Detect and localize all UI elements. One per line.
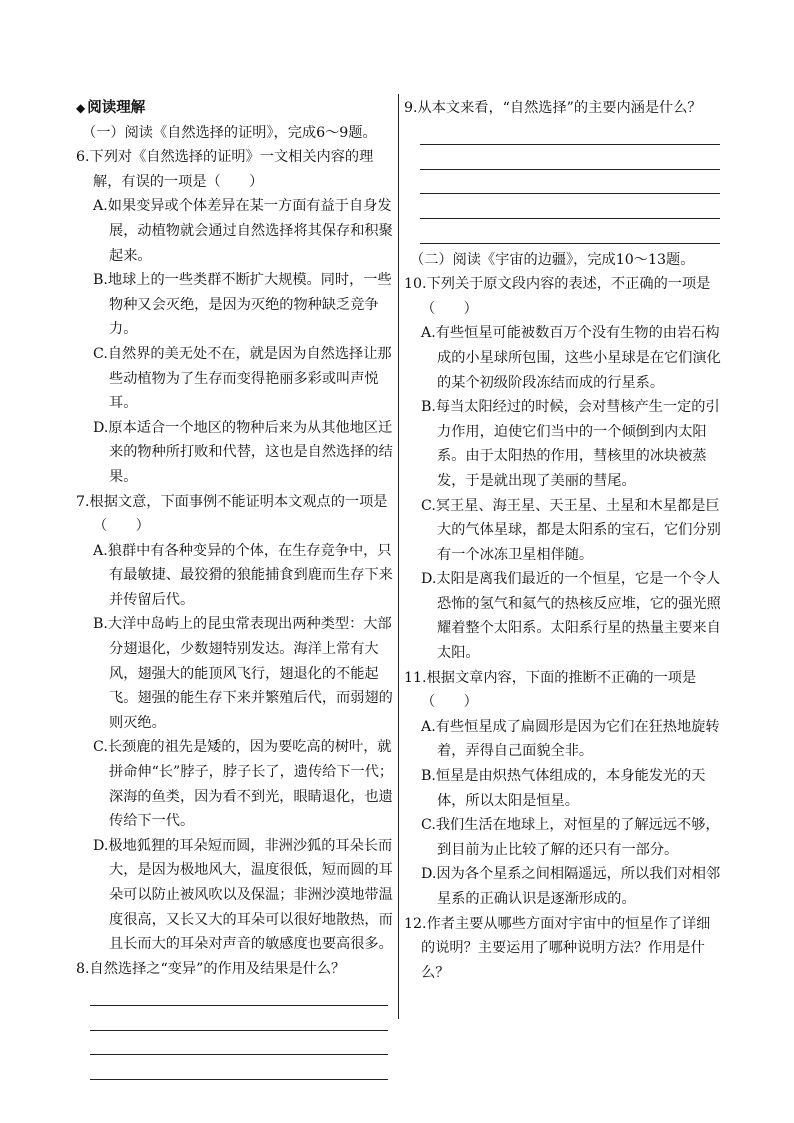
answer-line[interactable]: [420, 194, 720, 219]
question-7-stem: 7.根据文意，下面事例不能证明本文观点的一项是（ ）: [76, 493, 388, 535]
question-9-answer-area[interactable]: [404, 121, 722, 244]
question-10-option-b: B.每当太阳经过的时候，会对彗核产生一定的引力作用，迫使它们当中的一个倾倒到内太阳系。由于太阳热的作用，彗核里的冰块被蒸发，于是就出现了美丽的彗尾。: [421, 399, 720, 489]
question-9-stem: 9.从本文来看，“自然选择”的主要内涵是什么？: [404, 100, 702, 116]
section-title: ◆ 阅读理解: [76, 100, 146, 116]
left-column: [76, 96, 394, 1080]
question-8-stem: 8.自然选择之“变异”的作用及结果是什么？: [76, 960, 346, 977]
answer-line[interactable]: [90, 1031, 388, 1056]
passage-one-heading: （一）阅读《自然选择的证明》，完成6～9题。: [82, 124, 377, 141]
question-6-option-c: C.自然界的美无处不在，就是因为自然选择让那些动植物为了生存而变得艳丽多彩或叫声悦耳。: [93, 345, 392, 412]
right-column: [404, 96, 722, 985]
answer-line[interactable]: [90, 1055, 388, 1080]
question-10-stem: 10.下列关于原文段内容的表述，不正确的一项是（ ）: [404, 276, 711, 317]
question-11-option-a: A.有些恒星成了扁圆形是因为它们在狂热地旋转着，弄得自己面貌全非。: [421, 718, 720, 760]
question-10-option-c: C.冥王星、海王星、天王星、土星和木星都是巨大的气体星球，都是太阳系的宝石，它们分别有一个冰冻卫星相伴随。: [421, 497, 721, 563]
answer-line[interactable]: [420, 219, 720, 244]
question-6-option-d: D.原本适合一个地区的物种后来为从其他地区迁来的物种所打败和代替，这也是自然选择的结果。: [93, 419, 393, 485]
question-7-option-d: D.极地狐狸的耳朵短而圆，非洲沙狐的耳朵长而大，是因为极地风大，温度很低，短而圆的耳朵可以防止被风吹以及保温；非洲沙漠地带温度很高，又长又大的耳朵可以很好地散热，而且长而大的耳朵对声音的敏感度也要高很多。: [93, 837, 393, 953]
question-12-stem: 12.作者主要从哪些方面对宇宙中的恒星作了详细的说明？主要运用了哪种说明方法？作用是什么？: [404, 915, 711, 981]
answer-line[interactable]: [90, 981, 388, 1006]
diamond-bullet-icon: ◆: [76, 101, 86, 115]
question-11-option-b: B.恒星是由炽热气体组成的，本身能发光的天体，所以太阳是恒星。: [421, 768, 706, 809]
question-7-option-c: C.长颈鹿的祖先是矮的，因为要吃高的树叶，就拼命伸“长”脖子，脖子长了，遗传给下一代；深海的鱼类，因为看不到光，眼睛退化，也遗传给下一代。: [93, 739, 394, 830]
answer-line[interactable]: [420, 121, 720, 146]
question-8-answer-area[interactable]: [76, 981, 394, 1079]
question-11-option-d: D.因为各个星系之间相隔遥远，所以我们对相邻星系的正确认识是逐渐形成的。: [421, 866, 721, 907]
answer-line[interactable]: [420, 170, 720, 195]
question-11-option-c: C.我们生活在地球上，对恒星的了解远远不够，到目前为止比较了解的还只有一部分。: [421, 817, 720, 858]
question-11-stem: 11.根据文章内容，下面的推断不正确的一项是（ ）: [404, 669, 697, 711]
column-divider: [398, 94, 399, 1019]
passage-two-heading: （二）阅读《宇宙的边疆》，完成10～13题。: [410, 251, 695, 268]
question-10-option-d: D.太阳是离我们最近的一个恒星，它是一个令人恐怖的氢气和氦气的热核反应堆，它的强光照耀着整个太阳系。太阳系行星的热量主要来自太阳。: [421, 571, 721, 662]
question-6-stem: 6.下列对《自然选择的证明》一文相关内容的理解，有误的一项是（ ）: [76, 149, 374, 190]
question-7-option-a: A.狼群中有各种变异的个体，在生存竞争中，只有最敏捷、最狡猾的狼能捕食到鹿而生存下来并传留后代。: [93, 542, 393, 608]
answer-line[interactable]: [90, 1006, 388, 1031]
question-10-option-a: A.有些恒星可能被数百万个没有生物的由岩石构成的小星球所包围，这些小星球是在它们演化的某个初级阶段冻结而成的行星系。: [421, 325, 721, 391]
question-6-option-b: B.地球上的一些类群不断扩大规模。同时，一些物种又会灭绝，是因为灭绝的物种缺乏竞争力。: [93, 272, 392, 338]
answer-line[interactable]: [420, 145, 720, 170]
question-6-option-a: A.如果变异或个体差异在某一方面有益于自身发展，动植物就会通过自然选择将其保存和积聚起来。: [93, 198, 393, 264]
question-7-option-b: B.大洋中岛屿上的昆虫常表现出两种类型：大部分翅退化，少数翅特别发达。海洋上常有大风，翅强大的能顶风飞行，翅退化的不能起飞。翅强的能生存下来并繁殖后代，而弱翅的则灭绝。: [93, 616, 393, 731]
